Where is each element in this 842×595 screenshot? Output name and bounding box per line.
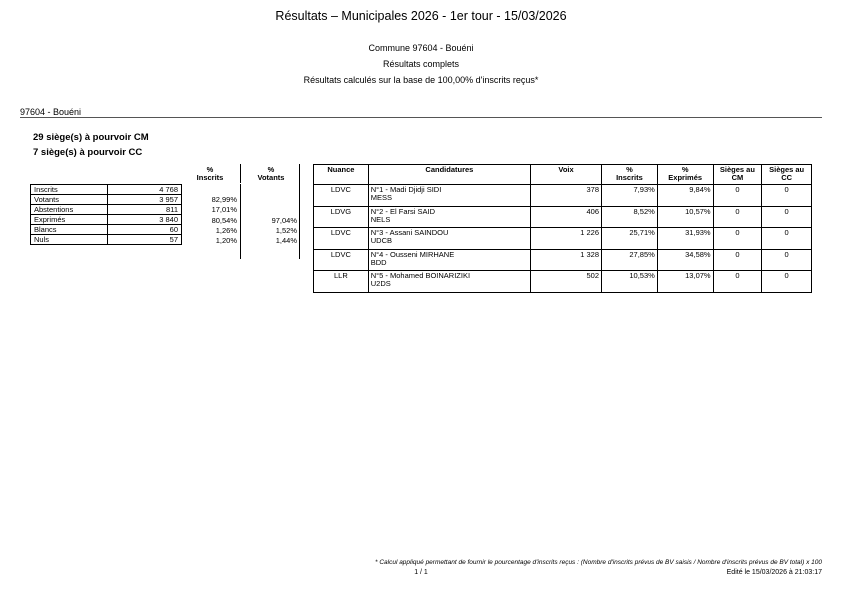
stats-table xyxy=(30,184,182,245)
stats-pct-votants xyxy=(244,205,297,215)
candidate-name: N°2 - El Farsi SAID xyxy=(370,206,436,216)
col-candidatures: Candidatures xyxy=(368,165,530,185)
candidate-list: UDCB xyxy=(370,236,393,246)
col-nuance: Nuance xyxy=(314,165,369,185)
candidates-table xyxy=(313,164,812,293)
footnote: * Calcul appliqué permettant de fournir le pourcentage d'inscrits reçus : (Nombre d'inscrits prévus de BV saisis / Nombre d'inscrits prévus de BV total) x 100 xyxy=(374,559,822,566)
candidate-name: N°1 - Madi Djidji SIDI xyxy=(370,185,442,194)
candidate-nuance: LDVG xyxy=(314,206,369,228)
stats-value: 811 xyxy=(108,205,182,215)
stats-value: 60 xyxy=(108,225,182,235)
stats-pct-inscrits: 17,01% xyxy=(211,205,237,215)
stats-label: Blancs xyxy=(31,225,108,235)
candidate-list: U2DS xyxy=(370,279,391,289)
stats-header-pct-votants-label: Votants xyxy=(257,173,285,182)
stats-pct-inscrits-column xyxy=(185,185,237,246)
stats-header-pct-inscrits-symbol: % xyxy=(206,165,214,174)
candidate-pct-exprimes: 9,84% xyxy=(657,185,713,207)
stats-pct-votants: 1,44% xyxy=(275,235,297,245)
candidate-voix: 378 xyxy=(531,185,602,207)
candidate-pct-inscrits: 10,53% xyxy=(602,271,658,293)
candidate-sieges-cm: 0 xyxy=(713,206,762,228)
stats-row-exprimes xyxy=(31,215,182,225)
candidate-pct-inscrits: 25,71% xyxy=(602,228,658,250)
stats-value: 3 840 xyxy=(108,215,182,225)
stats-label: Abstentions xyxy=(31,205,108,215)
candidate-row xyxy=(314,206,812,228)
candidate-pct-exprimes: 31,93% xyxy=(657,228,713,250)
candidate-voix: 1 226 xyxy=(531,228,602,250)
commune-label: 97604 - Bouéni xyxy=(20,107,82,117)
candidate-sieges-cc: 0 xyxy=(762,206,812,228)
candidates-header-row xyxy=(314,165,812,185)
candidate-sieges-cc: 0 xyxy=(762,249,812,271)
header-divider xyxy=(20,117,822,118)
calc-base-note: Résultats calculés sur la base de 100,00% d'inscrits reçus* xyxy=(303,75,539,85)
candidate-nuance: LDVC xyxy=(314,185,369,207)
col-pct-inscrits xyxy=(602,165,658,185)
stats-pct-votants: 1,52% xyxy=(275,225,297,235)
stats-value: 4 768 xyxy=(108,185,182,195)
candidate-row xyxy=(314,249,812,271)
candidate-list: BDD xyxy=(370,257,387,267)
candidate-cell xyxy=(368,206,530,228)
page-number: 1 / 1 xyxy=(414,569,428,576)
candidate-name: N°4 - Ousseni MIRHANE xyxy=(370,249,455,259)
candidate-nuance: LLR xyxy=(314,271,369,293)
candidate-name: N°3 - Assani SAINDOU xyxy=(370,228,449,237)
stats-header-divider xyxy=(240,164,241,183)
col-sieges-cm-line1: Sièges au xyxy=(719,165,755,174)
col-pct-inscrits-symbol: % xyxy=(626,165,633,174)
candidate-row xyxy=(314,271,812,293)
results-status: Résultats complets xyxy=(382,59,460,69)
candidate-pct-inscrits: 8,52% xyxy=(602,206,658,228)
stats-header-pct-votants-symbol: % xyxy=(267,165,275,174)
stats-header-pct-inscrits xyxy=(185,166,235,182)
candidate-cell xyxy=(368,249,530,271)
candidate-nuance: LDVC xyxy=(314,249,369,271)
stats-pct-inscrits: 80,54% xyxy=(211,215,237,225)
candidate-sieges-cm: 0 xyxy=(713,271,762,293)
candidate-pct-exprimes: 34,58% xyxy=(657,249,713,271)
page-title: Résultats – Municipales 2026 - 1er tour - 15/03/2026 xyxy=(275,9,567,23)
candidate-voix: 1 328 xyxy=(531,249,602,271)
stats-pct-votants xyxy=(244,195,297,205)
col-sieges-cm-line2: CM xyxy=(731,173,744,182)
candidate-sieges-cm: 0 xyxy=(713,249,762,271)
stats-row-nuls xyxy=(31,235,182,245)
candidate-pct-inscrits: 27,85% xyxy=(602,249,658,271)
col-pct-exprimes-label: Exprimés xyxy=(668,173,703,182)
stats-row-votants xyxy=(31,195,182,205)
stats-column-divider-2 xyxy=(299,164,300,259)
stats-column-divider-1 xyxy=(240,184,241,259)
candidate-cell xyxy=(368,271,530,293)
stats-row-inscrits xyxy=(31,185,182,195)
stats-label: Nuls xyxy=(31,235,108,245)
candidate-row xyxy=(314,185,812,207)
candidate-pct-inscrits: 7,93% xyxy=(602,185,658,207)
col-pct-exprimes-symbol: % xyxy=(681,165,689,174)
seats-cm: 29 siège(s) à pourvoir CM xyxy=(33,132,149,143)
stats-pct-inscrits: 1,26% xyxy=(215,225,237,235)
col-pct-exprimes xyxy=(657,165,713,185)
stats-value: 57 xyxy=(108,235,182,245)
candidate-sieges-cm: 0 xyxy=(713,228,762,250)
stats-label: Inscrits xyxy=(31,185,108,195)
stats-header-pct-votants xyxy=(246,166,296,182)
candidate-sieges-cm: 0 xyxy=(713,185,762,207)
candidate-name: N°5 - Mohamed BOINARIZIKI xyxy=(370,271,471,280)
candidate-list: MESS xyxy=(370,193,393,203)
stats-pct-inscrits: 1,20% xyxy=(215,236,237,245)
candidate-nuance: LDVC xyxy=(314,228,369,250)
candidate-sieges-cc: 0 xyxy=(762,271,812,293)
stats-pct-inscrits xyxy=(185,185,237,195)
col-sieges-cc-line2: CC xyxy=(781,173,793,182)
stats-pct-votants xyxy=(244,185,297,195)
candidate-pct-exprimes: 13,07% xyxy=(657,271,713,293)
stats-label: Exprimés xyxy=(31,215,108,225)
stats-value: 3 957 xyxy=(108,195,182,205)
candidate-row xyxy=(314,228,812,250)
candidate-voix: 502 xyxy=(531,271,602,293)
candidate-list: NELS xyxy=(370,214,391,224)
col-voix: Voix xyxy=(531,165,602,185)
candidate-sieges-cc: 0 xyxy=(762,185,812,207)
stats-row-abstentions xyxy=(31,205,182,215)
stats-pct-inscrits: 82,99% xyxy=(211,195,237,205)
candidate-cell xyxy=(368,185,530,207)
col-sieges-cm xyxy=(713,165,762,185)
candidate-pct-exprimes: 10,57% xyxy=(657,206,713,228)
candidate-cell xyxy=(368,228,530,250)
stats-pct-votants: 97,04% xyxy=(271,215,297,225)
commune-heading: Commune 97604 - Bouéni xyxy=(368,43,474,53)
col-sieges-cc xyxy=(762,165,812,185)
edited-timestamp: Edité le 15/03/2026 à 21:03:17 xyxy=(726,569,822,576)
stats-header-pct-inscrits-label: Inscrits xyxy=(196,173,224,182)
seats-cc: 7 siège(s) à pourvoir CC xyxy=(33,147,143,158)
candidate-voix: 406 xyxy=(531,206,602,228)
stats-label: Votants xyxy=(31,195,108,205)
col-pct-inscrits-label: Inscrits xyxy=(616,173,643,182)
candidate-sieges-cc: 0 xyxy=(762,228,812,250)
stats-pct-votants-column xyxy=(244,185,297,246)
col-sieges-cc-line1: Sièges au xyxy=(769,165,805,174)
stats-row-blancs xyxy=(31,225,182,235)
